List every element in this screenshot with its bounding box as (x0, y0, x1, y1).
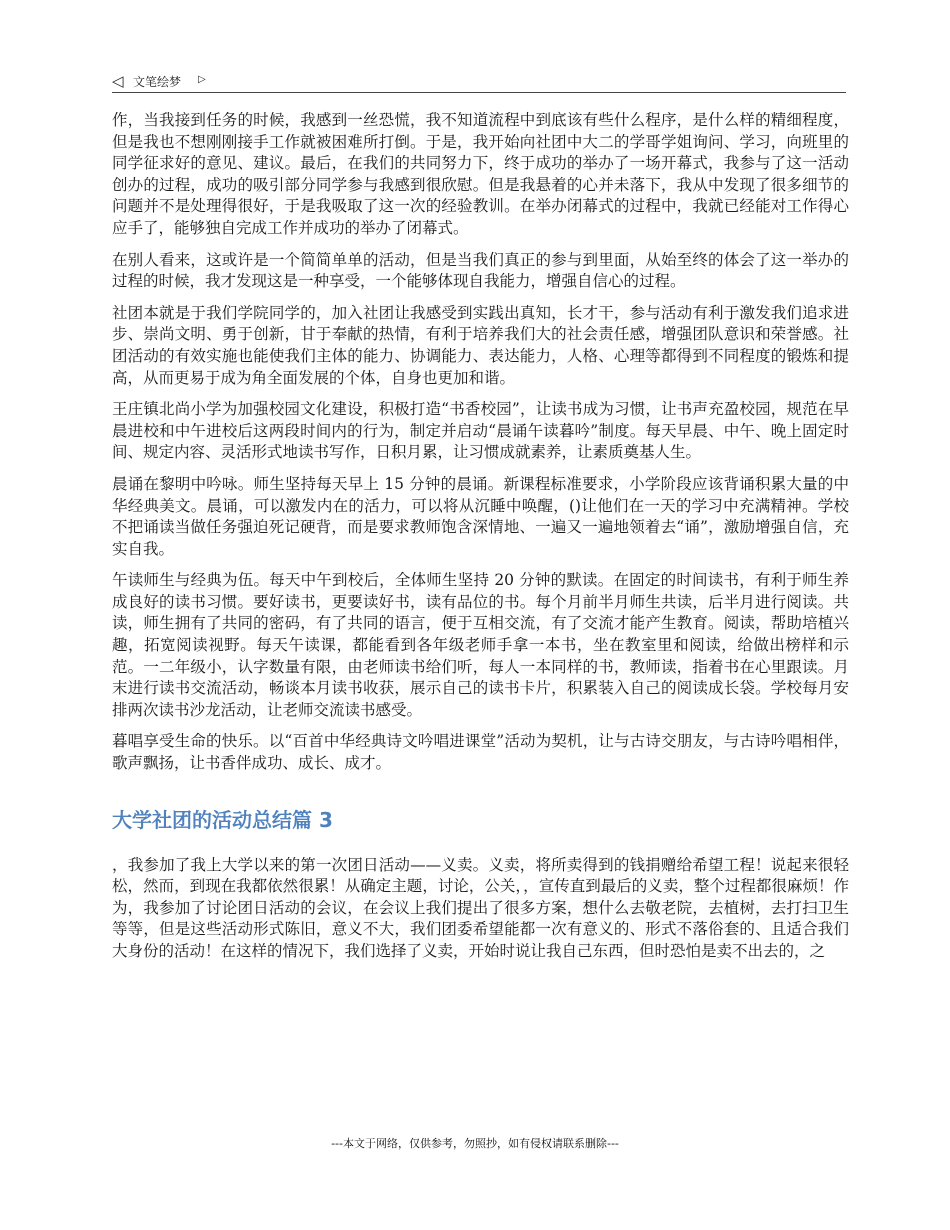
paragraph-morning-recital: 晨诵在黎明中吟咏。师生坚持每天早上 15 分钟的晨诵。新课程标准要求，小学阶段应该背诵积累大量的中华经典美文。晨诵，可以激发内在的活力，可以将从沉睡中唤醒，()让他们在一天的学习中充满精神。学校不把诵读当做任务强迫死记硬背，而是要求教师饱含深情地、一遍又一遍地领着去“诵”，激励增强自信，充实自我。 (112, 474, 849, 558)
paragraph-club-benefits: 社团本就是于我们学院同学的，加入社团让我感受到实践出真知，长才干，参与活动有利于激发我们追求进步、崇尚文明、勇于创新，甘于奉献的热情，有利于培养我们大的社会责任感，增强团队意识和荣誉感。社团活动的有效实施也能使我们主体的能力、协调能力、表达能力，人格、心理等都得到不同程度的锻炼和提高，从而更易于成为角全面发展的个体，自身也更加和谐。 (112, 303, 849, 387)
paragraph-noon-reading: 午读师生与经典为伍。每天中午到校后，全体师生坚持 20 分钟的默读。在固定的时间读书，有利于师生养成良好的读书习惯。要好读书，更要读好书，读有品位的书。每个月前半月师生共读，后半月进行阅读。共读，师生拥有了共同的密码，有了共同的语言，便于互相交流，有了交流才能产生教育。阅读，帮助培植兴趣，拓宽阅读视野。每天午读课，都能看到各年级老师手拿一本书，坐在教室里和阅读，给做出榜样和示范。一二年级小，认字数量有限，由老师读书给们听，每人一本同样的书，教师读，指着书在心里跟读。月末进行读书交流活动，畅谈本月读书收获，展示自己的读书卡片，积累装入自己的阅读成长袋。学校每月安排两次读书沙龙活动，让老师交流读书感受。 (112, 571, 849, 719)
paragraph-organizing-ceremony: 作，当我接到任务的时候，我感到一丝恐慌，我不知道流程中到底该有些什么程序，是什么样的精细程度，但是我也不想刚刚接手工作就被困难所打倒。于是，我开始向社团中大二的学哥学姐询问、学习，向班里的同学征求好的意见、建议。最后，在我们的共同努力下，终于成功的举办了一场开幕式，我参与了这一活动创办的过程，成功的吸引部分同学参与我感到很欣慰。但是我悬着的心并未落下，我从中发现了很多细节的问题并不是处理得很好，于是我吸取了这一次的经验教训。在举办闭幕式的过程中，我就已经能对工作得心应手了，能够独自完成工作并成功的举办了闭幕式。 (112, 111, 849, 237)
paragraph-evening-singing: 暮唱享受生命的快乐。以“百首中华经典诗文吟唱进课堂”活动为契机，让与古诗交朋友，与古诗吟唱相伴，歌声飘扬，让书香伴成功、成长、成才。 (112, 732, 849, 773)
document-header (112, 72, 846, 93)
forward-arrow-icon[interactable]: ▷ (198, 74, 206, 85)
document-body (112, 110, 849, 973)
paragraph-charity-sale: ，我参加了我上大学以来的第一次团日活动——义卖。义卖，将所卖得到的钱捐赠给希望工程！说起来很轻松，然而，到现在我都依然很累！从确定主题，讨论，公关，，宣传直到最后的义卖，整个过程都很麻烦！作为，我参加了讨论团日活动的会议，在会议上我们提出了很多方案，想什么去敬老院，去植树，去打扫卫生等等，但是这些活动形式陈旧，意义不大，我们团委希望能都一次有意义的、形式不落俗套的、且适合我们大身份的活动！在这样的情况下，我们选择了义卖，开始时说让我自己东西，但时恐怕是卖不出去的，之 (112, 855, 849, 960)
page-footer-disclaimer: ---本文于网络，仅供参考，勿照抄，如有侵权请联系删除--- (331, 1137, 619, 1150)
back-arrow-icon[interactable]: ◁ (112, 72, 124, 90)
brand-title: 文笔绘梦 (133, 75, 182, 89)
section-heading: 大学社团的活动总结篇 3 (112, 807, 333, 832)
paragraph-reflection: 在别人看来，这或许是一个简简单单的活动，但是当我们真正的参与到里面，从始至终的体会了这一举办的过程的时候，我才发现这是一种享受，一个能够体现自我能力，增强自信心的过程。 (112, 250, 849, 291)
paragraph-school-reading: 王庄镇北尚小学为加强校园文化建设，积极打造“书香校园”，让读书成为习惯，让书声充盈校园，规范在早晨进校和中午进校后这两段时间内的行为，制定并启动“晨诵午读暮吟”制度。每天早晨、中午、晚上固定时间、规定内容、灵活形式地读书写作，日积月累，让习惯成就素养，让素质奠基人生。 (112, 400, 849, 462)
